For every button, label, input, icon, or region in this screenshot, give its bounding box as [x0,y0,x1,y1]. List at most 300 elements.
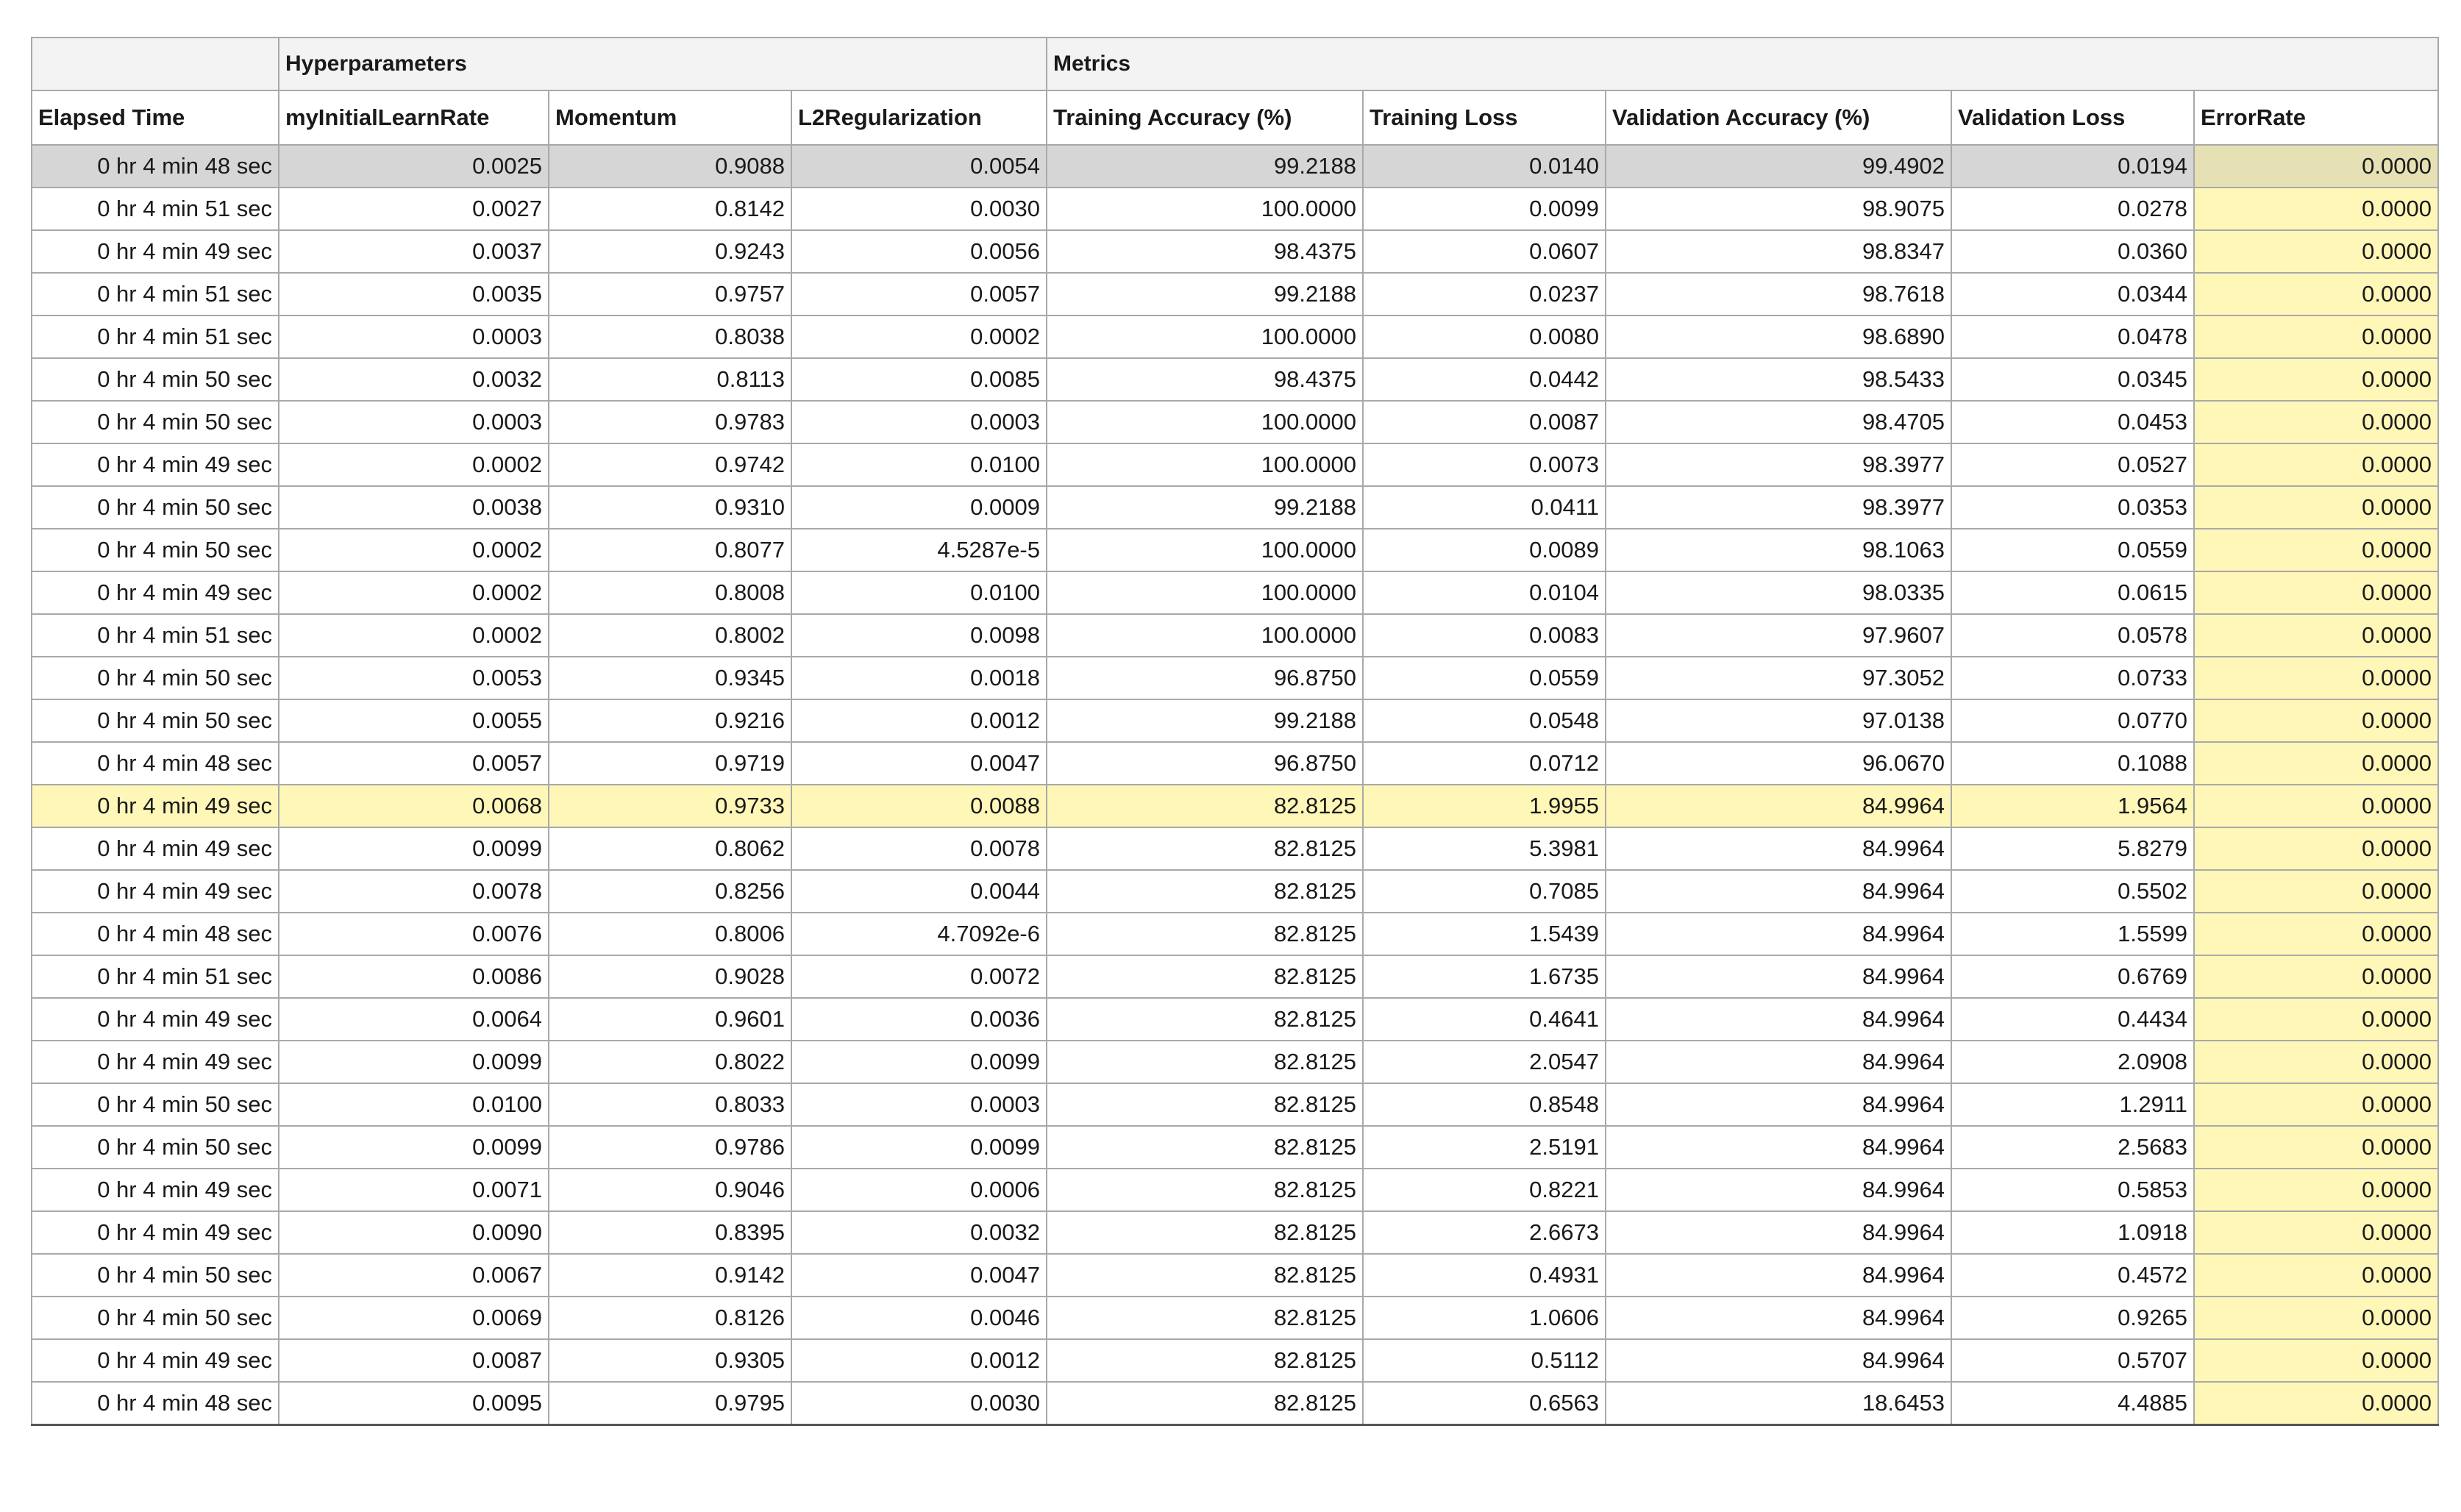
cell-elapsed-time: 0 hr 4 min 51 sec [32,188,279,230]
cell-training-loss: 2.6673 [1363,1211,1606,1254]
cell-error-rate: 0.0000 [2194,657,2438,699]
cell-validation-loss: 1.5599 [1951,913,2194,955]
cell-training-loss: 0.8221 [1363,1169,1606,1211]
cell-initial-learn-rate: 0.0099 [279,827,549,870]
column-header-training-accuracy[interactable]: Training Accuracy (%) [1047,90,1363,145]
cell-training-accuracy: 99.2188 [1047,699,1363,742]
cell-validation-accuracy: 97.3052 [1606,657,1951,699]
cell-momentum: 0.9601 [549,998,791,1041]
cell-initial-learn-rate: 0.0095 [279,1382,549,1425]
cell-momentum: 0.9028 [549,955,791,998]
cell-validation-loss: 0.0360 [1951,230,2194,273]
table-row[interactable] [32,1083,2438,1126]
cell-validation-loss: 0.0770 [1951,699,2194,742]
cell-elapsed-time: 0 hr 4 min 50 sec [32,529,279,571]
cell-momentum: 0.8006 [549,913,791,955]
cell-validation-accuracy: 84.9964 [1606,1169,1951,1211]
table-row[interactable] [32,785,2438,827]
cell-momentum: 0.8395 [549,1211,791,1254]
cell-initial-learn-rate: 0.0064 [279,998,549,1041]
cell-elapsed-time: 0 hr 4 min 49 sec [32,443,279,486]
cell-momentum: 0.9757 [549,273,791,315]
cell-training-accuracy: 82.8125 [1047,1211,1363,1254]
table-row[interactable] [32,998,2438,1041]
cell-training-loss: 0.0083 [1363,614,1606,657]
cell-validation-loss: 0.6769 [1951,955,2194,998]
cell-error-rate: 0.0000 [2194,443,2438,486]
table-row[interactable] [32,188,2438,230]
cell-error-rate: 0.0000 [2194,998,2438,1041]
cell-initial-learn-rate: 0.0055 [279,699,549,742]
cell-validation-accuracy: 84.9964 [1606,785,1951,827]
cell-validation-accuracy: 84.9964 [1606,998,1951,1041]
cell-training-loss: 0.0607 [1363,230,1606,273]
cell-validation-accuracy: 99.4902 [1606,145,1951,188]
cell-l2-regularization: 0.0036 [791,998,1047,1041]
cell-initial-learn-rate: 0.0071 [279,1169,549,1211]
cell-validation-accuracy: 84.9964 [1606,1083,1951,1126]
cell-initial-learn-rate: 0.0068 [279,785,549,827]
experiment-results-table [31,37,2439,1426]
cell-l2-regularization: 0.0012 [791,699,1047,742]
cell-momentum: 0.9795 [549,1382,791,1425]
table-row[interactable] [32,230,2438,273]
group-header-hyperparameters: Hyperparameters [279,38,1047,90]
cell-initial-learn-rate: 0.0099 [279,1041,549,1083]
cell-training-loss: 0.4641 [1363,998,1606,1041]
table-row[interactable] [32,657,2438,699]
cell-l2-regularization: 4.5287e-5 [791,529,1047,571]
cell-error-rate: 0.0000 [2194,1339,2438,1382]
cell-elapsed-time: 0 hr 4 min 49 sec [32,230,279,273]
cell-l2-regularization: 0.0006 [791,1169,1047,1211]
cell-initial-learn-rate: 0.0086 [279,955,549,998]
table-row[interactable] [32,699,2438,742]
table-row[interactable] [32,614,2438,657]
cell-validation-accuracy: 98.0335 [1606,571,1951,614]
cell-initial-learn-rate: 0.0002 [279,571,549,614]
cell-training-accuracy: 82.8125 [1047,1254,1363,1297]
cell-training-accuracy: 82.8125 [1047,1297,1363,1339]
cell-momentum: 0.9310 [549,486,791,529]
cell-initial-learn-rate: 0.0002 [279,614,549,657]
cell-elapsed-time: 0 hr 4 min 48 sec [32,1382,279,1425]
cell-validation-loss: 0.4434 [1951,998,2194,1041]
table-row[interactable] [32,742,2438,785]
cell-validation-accuracy: 84.9964 [1606,1339,1951,1382]
cell-elapsed-time: 0 hr 4 min 50 sec [32,699,279,742]
cell-elapsed-time: 0 hr 4 min 51 sec [32,315,279,358]
cell-training-loss: 0.6563 [1363,1382,1606,1425]
table-row[interactable] [32,827,2438,870]
cell-validation-loss: 0.0578 [1951,614,2194,657]
cell-initial-learn-rate: 0.0003 [279,315,549,358]
cell-training-accuracy: 100.0000 [1047,315,1363,358]
cell-validation-accuracy: 96.0670 [1606,742,1951,785]
column-header-training-loss[interactable]: Training Loss [1363,90,1606,145]
cell-error-rate: 0.0000 [2194,870,2438,913]
cell-training-loss: 1.0606 [1363,1297,1606,1339]
cell-elapsed-time: 0 hr 4 min 48 sec [32,145,279,188]
column-header-validation-accuracy[interactable]: Validation Accuracy (%) [1606,90,1951,145]
cell-validation-accuracy: 84.9964 [1606,1126,1951,1169]
cell-initial-learn-rate: 0.0053 [279,657,549,699]
table-row[interactable] [32,1382,2438,1425]
cell-elapsed-time: 0 hr 4 min 49 sec [32,571,279,614]
cell-training-loss: 0.8548 [1363,1083,1606,1126]
cell-training-loss: 1.5439 [1363,913,1606,955]
cell-training-loss: 0.0080 [1363,315,1606,358]
cell-training-accuracy: 82.8125 [1047,1083,1363,1126]
table-row[interactable] [32,955,2438,998]
cell-training-loss: 0.7085 [1363,870,1606,913]
cell-validation-loss: 2.5683 [1951,1126,2194,1169]
cell-momentum: 0.8126 [549,1297,791,1339]
cell-initial-learn-rate: 0.0025 [279,145,549,188]
cell-training-loss: 0.0087 [1363,401,1606,443]
cell-l2-regularization: 0.0003 [791,401,1047,443]
cell-l2-regularization: 0.0044 [791,870,1047,913]
cell-error-rate: 0.0000 [2194,1297,2438,1339]
cell-error-rate: 0.0000 [2194,1083,2438,1126]
cell-momentum: 0.8002 [549,614,791,657]
cell-initial-learn-rate: 0.0003 [279,401,549,443]
table-row[interactable] [32,1126,2438,1169]
table-row[interactable] [32,1041,2438,1083]
cell-validation-accuracy: 98.4705 [1606,401,1951,443]
table-row[interactable] [32,401,2438,443]
cell-validation-loss: 0.0615 [1951,571,2194,614]
cell-l2-regularization: 0.0030 [791,1382,1047,1425]
cell-validation-accuracy: 97.9607 [1606,614,1951,657]
cell-training-loss: 5.3981 [1363,827,1606,870]
cell-training-accuracy: 82.8125 [1047,955,1363,998]
cell-l2-regularization: 0.0002 [791,315,1047,358]
cell-elapsed-time: 0 hr 4 min 49 sec [32,1339,279,1382]
cell-error-rate: 0.0000 [2194,827,2438,870]
cell-l2-regularization: 0.0054 [791,145,1047,188]
cell-training-loss: 0.0104 [1363,571,1606,614]
cell-error-rate: 0.0000 [2194,699,2438,742]
cell-l2-regularization: 0.0088 [791,785,1047,827]
cell-training-accuracy: 98.4375 [1047,358,1363,401]
cell-validation-loss: 0.0344 [1951,273,2194,315]
table-row[interactable] [32,1211,2438,1254]
cell-elapsed-time: 0 hr 4 min 50 sec [32,486,279,529]
cell-validation-loss: 0.5853 [1951,1169,2194,1211]
cell-training-accuracy: 100.0000 [1047,571,1363,614]
cell-validation-accuracy: 97.0138 [1606,699,1951,742]
cell-initial-learn-rate: 0.0032 [279,358,549,401]
cell-validation-loss: 0.0353 [1951,486,2194,529]
cell-elapsed-time: 0 hr 4 min 50 sec [32,1297,279,1339]
cell-validation-loss: 0.0453 [1951,401,2194,443]
cell-validation-accuracy: 98.7618 [1606,273,1951,315]
cell-error-rate: 0.0000 [2194,486,2438,529]
cell-validation-accuracy: 84.9964 [1606,1041,1951,1083]
cell-error-rate: 0.0000 [2194,1126,2438,1169]
cell-elapsed-time: 0 hr 4 min 50 sec [32,401,279,443]
cell-initial-learn-rate: 0.0087 [279,1339,549,1382]
cell-initial-learn-rate: 0.0067 [279,1254,549,1297]
table-row[interactable] [32,571,2438,614]
cell-validation-accuracy: 84.9964 [1606,1254,1951,1297]
table-row[interactable] [32,145,2438,188]
cell-training-loss: 0.0073 [1363,443,1606,486]
cell-error-rate: 0.0000 [2194,188,2438,230]
cell-momentum: 0.9305 [549,1339,791,1382]
cell-initial-learn-rate: 0.0035 [279,273,549,315]
cell-momentum: 0.9142 [549,1254,791,1297]
cell-validation-accuracy: 98.6890 [1606,315,1951,358]
cell-error-rate: 0.0000 [2194,742,2438,785]
cell-error-rate: 0.0000 [2194,571,2438,614]
cell-validation-accuracy: 84.9964 [1606,870,1951,913]
column-header-error-rate[interactable]: ErrorRate [2194,90,2438,145]
cell-l2-regularization: 0.0003 [791,1083,1047,1126]
cell-l2-regularization: 0.0009 [791,486,1047,529]
table-row[interactable] [32,870,2438,913]
cell-elapsed-time: 0 hr 4 min 48 sec [32,742,279,785]
cell-error-rate: 0.0000 [2194,1169,2438,1211]
cell-error-rate: 0.0000 [2194,145,2438,188]
cell-elapsed-time: 0 hr 4 min 49 sec [32,998,279,1041]
cell-validation-loss: 0.5502 [1951,870,2194,913]
cell-elapsed-time: 0 hr 4 min 48 sec [32,913,279,955]
cell-momentum: 0.8033 [549,1083,791,1126]
cell-elapsed-time: 0 hr 4 min 49 sec [32,785,279,827]
cell-elapsed-time: 0 hr 4 min 50 sec [32,657,279,699]
cell-error-rate: 0.0000 [2194,401,2438,443]
cell-validation-accuracy: 84.9964 [1606,955,1951,998]
table-row[interactable] [32,273,2438,315]
cell-error-rate: 0.0000 [2194,1382,2438,1425]
column-header-l2-regularization[interactable]: L2Regularization [791,90,1047,145]
cell-training-loss: 0.4931 [1363,1254,1606,1297]
table-row[interactable] [32,913,2438,955]
cell-error-rate: 0.0000 [2194,358,2438,401]
cell-training-accuracy: 82.8125 [1047,1169,1363,1211]
cell-training-loss: 0.0140 [1363,145,1606,188]
group-header-metrics: Metrics [1047,38,2438,90]
cell-error-rate: 0.0000 [2194,1041,2438,1083]
cell-validation-loss: 0.0345 [1951,358,2194,401]
cell-momentum: 0.8022 [549,1041,791,1083]
cell-validation-accuracy: 98.8347 [1606,230,1951,273]
table-row[interactable] [32,358,2438,401]
column-header-validation-loss[interactable]: Validation Loss [1951,90,2194,145]
table-row[interactable] [32,1339,2438,1382]
cell-l2-regularization: 0.0099 [791,1126,1047,1169]
cell-validation-loss: 0.0733 [1951,657,2194,699]
cell-momentum: 0.8077 [549,529,791,571]
column-header-elapsed-time[interactable]: Elapsed Time [32,90,279,145]
cell-elapsed-time: 0 hr 4 min 49 sec [32,827,279,870]
table-row[interactable] [32,529,2438,571]
cell-elapsed-time: 0 hr 4 min 51 sec [32,273,279,315]
cell-momentum: 0.9742 [549,443,791,486]
table-row[interactable] [32,1297,2438,1339]
cell-l2-regularization: 0.0056 [791,230,1047,273]
cell-l2-regularization: 4.7092e-6 [791,913,1047,955]
cell-training-loss: 0.0089 [1363,529,1606,571]
cell-training-loss: 2.0547 [1363,1041,1606,1083]
cell-validation-loss: 0.9265 [1951,1297,2194,1339]
cell-l2-regularization: 0.0085 [791,358,1047,401]
cell-error-rate: 0.0000 [2194,1254,2438,1297]
cell-elapsed-time: 0 hr 4 min 49 sec [32,870,279,913]
cell-training-loss: 2.5191 [1363,1126,1606,1169]
table-row[interactable] [32,486,2438,529]
cell-elapsed-time: 0 hr 4 min 50 sec [32,1083,279,1126]
cell-validation-loss: 0.0478 [1951,315,2194,358]
cell-training-loss: 0.0548 [1363,699,1606,742]
cell-elapsed-time: 0 hr 4 min 51 sec [32,955,279,998]
cell-validation-loss: 1.0918 [1951,1211,2194,1254]
cell-error-rate: 0.0000 [2194,273,2438,315]
cell-initial-learn-rate: 0.0090 [279,1211,549,1254]
cell-validation-accuracy: 84.9964 [1606,827,1951,870]
cell-l2-regularization: 0.0100 [791,571,1047,614]
cell-validation-accuracy: 98.9075 [1606,188,1951,230]
cell-training-loss: 0.0099 [1363,188,1606,230]
results-table-body [32,145,2438,1425]
cell-validation-loss: 0.4572 [1951,1254,2194,1297]
cell-training-accuracy: 96.8750 [1047,742,1363,785]
cell-initial-learn-rate: 0.0002 [279,443,549,486]
column-group-header-row [32,38,2438,90]
cell-validation-accuracy: 84.9964 [1606,913,1951,955]
cell-validation-loss: 1.9564 [1951,785,2194,827]
cell-validation-accuracy: 98.5433 [1606,358,1951,401]
cell-momentum: 0.8038 [549,315,791,358]
cell-initial-learn-rate: 0.0100 [279,1083,549,1126]
cell-training-accuracy: 99.2188 [1047,273,1363,315]
cell-error-rate: 0.0000 [2194,230,2438,273]
column-header-momentum[interactable]: Momentum [549,90,791,145]
cell-validation-loss: 0.0278 [1951,188,2194,230]
cell-training-accuracy: 98.4375 [1047,230,1363,273]
cell-momentum: 0.9216 [549,699,791,742]
cell-validation-accuracy: 98.3977 [1606,443,1951,486]
cell-initial-learn-rate: 0.0002 [279,529,549,571]
cell-elapsed-time: 0 hr 4 min 49 sec [32,1211,279,1254]
cell-elapsed-time: 0 hr 4 min 51 sec [32,614,279,657]
cell-validation-loss: 5.8279 [1951,827,2194,870]
cell-validation-loss: 0.0559 [1951,529,2194,571]
cell-elapsed-time: 0 hr 4 min 50 sec [32,358,279,401]
cell-error-rate: 0.0000 [2194,785,2438,827]
cell-l2-regularization: 0.0072 [791,955,1047,998]
cell-training-accuracy: 82.8125 [1047,1339,1363,1382]
cell-validation-accuracy: 98.3977 [1606,486,1951,529]
cell-training-accuracy: 99.2188 [1047,145,1363,188]
cell-momentum: 0.9733 [549,785,791,827]
column-header-row [32,90,2438,145]
cell-training-loss: 0.0712 [1363,742,1606,785]
cell-initial-learn-rate: 0.0069 [279,1297,549,1339]
cell-momentum: 0.9088 [549,145,791,188]
cell-training-accuracy: 82.8125 [1047,1382,1363,1425]
cell-error-rate: 0.0000 [2194,913,2438,955]
cell-l2-regularization: 0.0047 [791,1254,1047,1297]
cell-momentum: 0.8142 [549,188,791,230]
cell-training-accuracy: 82.8125 [1047,870,1363,913]
cell-momentum: 0.9786 [549,1126,791,1169]
table-row[interactable] [32,443,2438,486]
cell-l2-regularization: 0.0012 [791,1339,1047,1382]
cell-error-rate: 0.0000 [2194,1211,2438,1254]
cell-training-accuracy: 100.0000 [1047,529,1363,571]
table-row[interactable] [32,1169,2438,1211]
column-header-initial-learn-rate[interactable]: myInitialLearnRate [279,90,549,145]
cell-training-accuracy: 100.0000 [1047,443,1363,486]
cell-error-rate: 0.0000 [2194,315,2438,358]
cell-training-accuracy: 82.8125 [1047,827,1363,870]
cell-initial-learn-rate: 0.0038 [279,486,549,529]
cell-validation-accuracy: 18.6453 [1606,1382,1951,1425]
group-header-blank [32,38,279,90]
cell-validation-loss: 0.0527 [1951,443,2194,486]
cell-l2-regularization: 0.0032 [791,1211,1047,1254]
cell-initial-learn-rate: 0.0037 [279,230,549,273]
cell-training-accuracy: 82.8125 [1047,998,1363,1041]
cell-validation-accuracy: 84.9964 [1606,1211,1951,1254]
cell-error-rate: 0.0000 [2194,529,2438,571]
cell-l2-regularization: 0.0018 [791,657,1047,699]
cell-momentum: 0.8256 [549,870,791,913]
cell-training-accuracy: 82.8125 [1047,1041,1363,1083]
cell-training-accuracy: 100.0000 [1047,188,1363,230]
cell-elapsed-time: 0 hr 4 min 49 sec [32,1169,279,1211]
cell-training-accuracy: 99.2188 [1047,486,1363,529]
cell-training-loss: 1.6735 [1363,955,1606,998]
cell-error-rate: 0.0000 [2194,614,2438,657]
cell-training-loss: 0.0237 [1363,273,1606,315]
cell-momentum: 0.8113 [549,358,791,401]
cell-l2-regularization: 0.0100 [791,443,1047,486]
cell-l2-regularization: 0.0098 [791,614,1047,657]
cell-initial-learn-rate: 0.0057 [279,742,549,785]
cell-l2-regularization: 0.0046 [791,1297,1047,1339]
cell-training-loss: 0.0559 [1363,657,1606,699]
cell-l2-regularization: 0.0030 [791,188,1047,230]
cell-training-accuracy: 82.8125 [1047,913,1363,955]
cell-validation-loss: 0.0194 [1951,145,2194,188]
cell-validation-loss: 1.2911 [1951,1083,2194,1126]
cell-training-loss: 1.9955 [1363,785,1606,827]
cell-validation-loss: 4.4885 [1951,1382,2194,1425]
cell-validation-accuracy: 84.9964 [1606,1297,1951,1339]
table-row[interactable] [32,1254,2438,1297]
cell-training-accuracy: 82.8125 [1047,1126,1363,1169]
cell-validation-accuracy: 98.1063 [1606,529,1951,571]
cell-l2-regularization: 0.0057 [791,273,1047,315]
cell-momentum: 0.9719 [549,742,791,785]
cell-training-accuracy: 100.0000 [1047,614,1363,657]
cell-l2-regularization: 0.0047 [791,742,1047,785]
table-row[interactable] [32,315,2438,358]
cell-momentum: 0.8008 [549,571,791,614]
cell-training-accuracy: 100.0000 [1047,401,1363,443]
cell-momentum: 0.9243 [549,230,791,273]
cell-error-rate: 0.0000 [2194,955,2438,998]
cell-elapsed-time: 0 hr 4 min 49 sec [32,1041,279,1083]
cell-validation-loss: 0.5707 [1951,1339,2194,1382]
cell-training-loss: 0.5112 [1363,1339,1606,1382]
cell-training-accuracy: 96.8750 [1047,657,1363,699]
cell-momentum: 0.9046 [549,1169,791,1211]
